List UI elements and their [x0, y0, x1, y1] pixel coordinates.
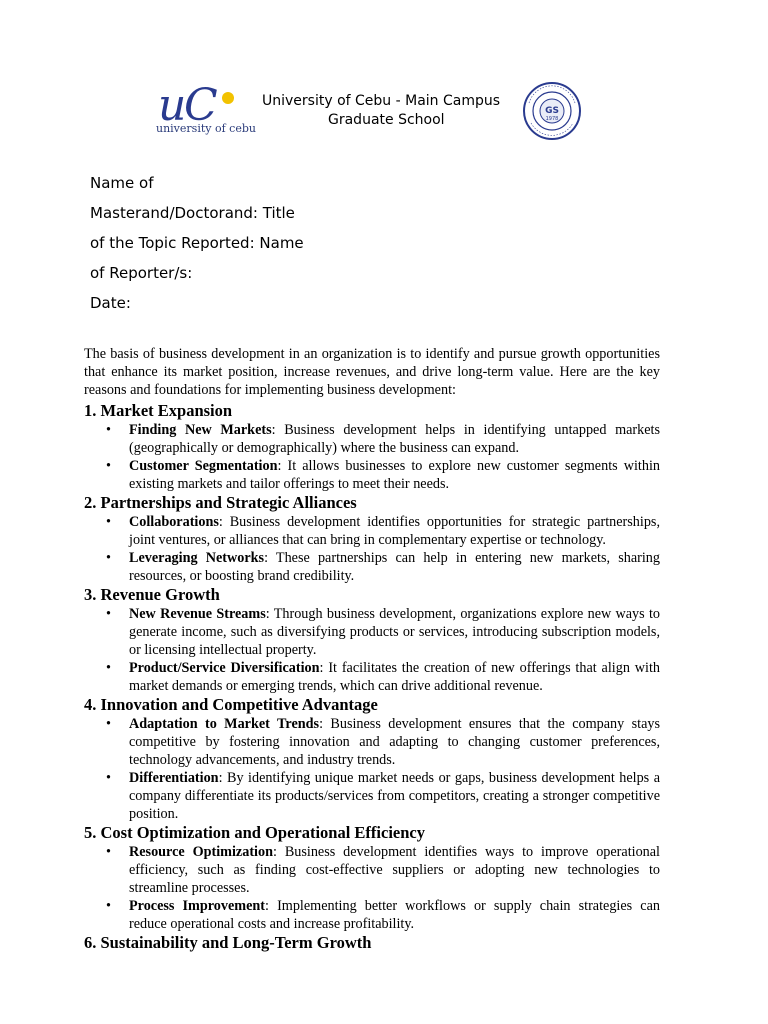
item-term: Resource Optimization: [129, 844, 273, 860]
svg-text:C: C: [184, 80, 218, 126]
section-heading: 5. Cost Optimization and Operational Efficiency: [84, 823, 425, 842]
bullet-list: [84, 605, 660, 695]
section-heading: 6. Sustainability and Long-Term Growth: [84, 933, 372, 952]
bullet-list: [84, 421, 660, 493]
section-heading: 4. Innovation and Competitive Advantage: [84, 695, 378, 714]
svg-text:u: u: [158, 80, 187, 126]
list-item: [129, 769, 660, 823]
item-text: : It facilitates the creation of new offerings that align with market demands or emerging trends, which can drive additional revenue.: [129, 660, 660, 694]
list-item: [129, 457, 660, 493]
document-body: [84, 345, 660, 953]
item-text: : Through business development, organizations explore new ways to generate income, such as diversifying products or services, introducing subscription models, or licensing intellectual property.: [129, 606, 660, 658]
item-term: New Revenue Streams: [129, 606, 266, 622]
item-term: Differentiation: [129, 770, 219, 786]
section-heading: 1. Market Expansion: [84, 401, 233, 420]
field-line-2: Masterand/Doctorand: Title: [90, 204, 295, 222]
list-item: [129, 897, 660, 933]
header-line-2: Graduate School: [328, 112, 445, 128]
bullet-list: [84, 715, 660, 823]
item-text: : It allows businesses to explore new customer segments within existing markets and tailor offerings to meet their needs.: [129, 458, 660, 492]
document-header: [0, 0, 768, 160]
bullet-list: [84, 513, 660, 585]
field-line-3: of the Topic Reported: Name: [90, 234, 304, 252]
header-line-1: University of Cebu - Main Campus: [262, 93, 501, 109]
item-term: Customer Segmentation: [129, 458, 278, 474]
bullet-list: [84, 843, 660, 933]
item-text: : Implementing better workflows or supply chain strategies can reduce operational costs and increase profitability.: [129, 898, 660, 932]
report-fields: [90, 172, 304, 322]
svg-text:GS: GS: [545, 106, 559, 116]
item-text: : Business development identifies opportunities for strategic partnerships, joint ventures, or alliances that can bring in complementary expertise or technology.: [129, 514, 660, 548]
item-text: : These partnerships can help in entering new markets, sharing resources, or boosting brand credibility.: [129, 550, 660, 584]
item-text: : Business development helps in identifying untapped markets (geographically or demographically) where the business can expand.: [129, 422, 660, 456]
field-line-5: Date:: [90, 294, 131, 312]
list-item: [129, 715, 660, 769]
field-line-1: Name of: [90, 174, 154, 192]
item-term: Product/Service Diversification: [129, 660, 320, 676]
list-item: [129, 843, 660, 897]
section-heading: 2. Partnerships and Strategic Alliances: [84, 493, 357, 512]
section-heading: 3. Revenue Growth: [84, 585, 220, 604]
graduate-school-seal: [519, 81, 585, 141]
list-item: [129, 605, 660, 659]
uc-logo: [150, 78, 256, 138]
list-item: [129, 513, 660, 549]
item-text: : Business development ensures that the company stays competitive by fostering innovation and adapting to changing customer preferences, technology advancements, and industry trends.: [129, 716, 660, 768]
intro-paragraph: The basis of business development in an organization is to identify and pursue growth opportunities that enhance its market position, increase revenues, and drive long-term value. Here are the key reasons and foundations for implementing business development:: [84, 346, 660, 398]
list-item: [129, 659, 660, 695]
item-term: Leveraging Networks: [129, 550, 265, 566]
item-term: Finding New Markets: [129, 422, 272, 438]
seal-icon: [519, 81, 585, 141]
institution-title: [262, 92, 520, 132]
item-term: Adaptation to Market Trends: [129, 716, 320, 732]
svg-text:1978: 1978: [545, 116, 559, 122]
item-text: : Business development identifies ways to improve operational efficiency, such as finding cost-effective suppliers or adopting new technologies to streamline processes.: [129, 844, 661, 896]
list-item: [129, 421, 660, 457]
item-term: Process Improvement: [129, 898, 266, 914]
uc-logo-text: university of cebu: [156, 122, 256, 135]
item-term: Collaborations: [129, 514, 219, 530]
list-item: [129, 549, 660, 585]
item-text: : By identifying unique market needs or gaps, business development helps a company differentiate its products/services from competitors, creating a stronger competitive position.: [129, 770, 660, 822]
field-line-4: of Reporter/s:: [90, 264, 193, 282]
uc-logo-mark: [150, 78, 246, 126]
